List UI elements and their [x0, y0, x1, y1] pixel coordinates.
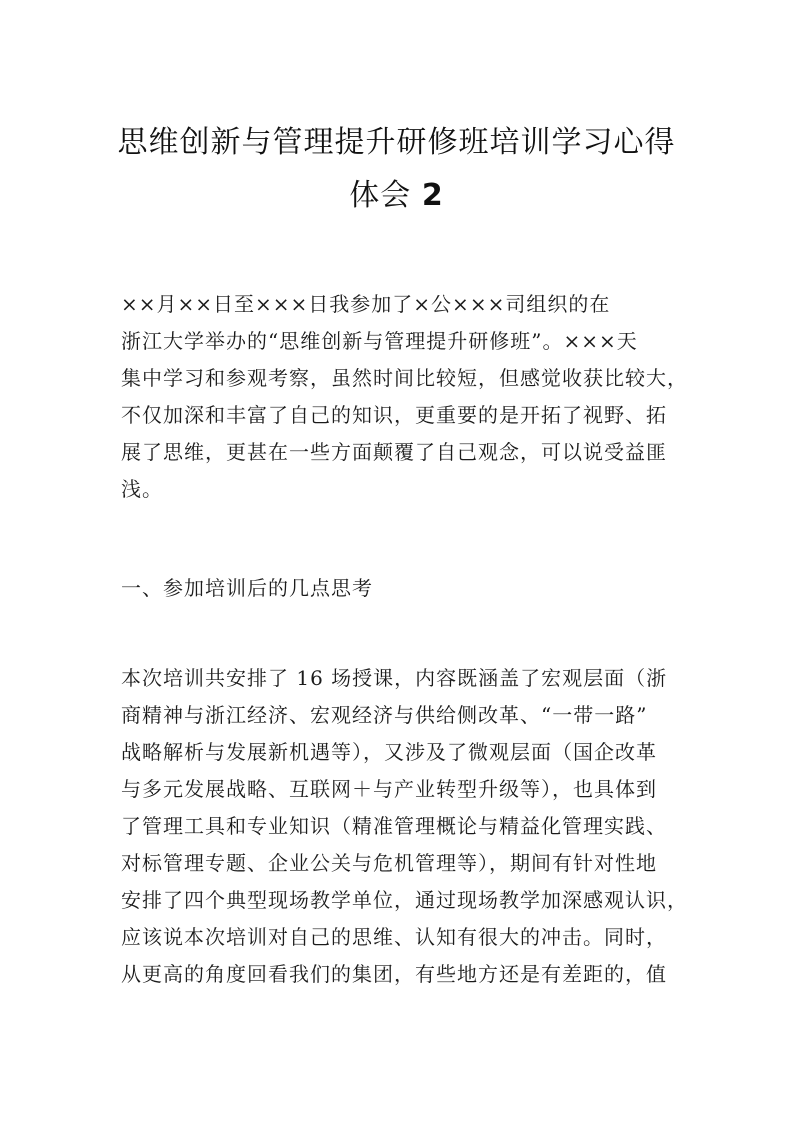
- paragraph-1-line-5: 展了思维，更甚在一些方面颠覆了自己观念，可以说受益匪: [121, 440, 667, 464]
- document-title-line-1: 思维创新与管理提升研修班培训学习心得: [117, 125, 676, 160]
- document-title-line-2: [0, 173, 793, 219]
- paragraph-2-line-9: 从更高的角度回看我们的集团，有些地方还是有差距的，值: [121, 962, 667, 986]
- paragraph-2-line-1: 本次培训共安排了 16 场授课，内容既涵盖了宏观层面（浙: [121, 666, 668, 690]
- paragraph-2-line-5: 了管理工具和专业知识（精准管理概论与精益化管理实践、: [121, 814, 667, 838]
- section-heading: 一、参加培训后的几点思考: [121, 576, 373, 600]
- paragraph-1-line-2: 浙江大学举办的“思维创新与管理提升研修班”。×××天: [121, 329, 638, 353]
- paragraph-2-line-2: 商精神与浙江经济、宏观经济与供给侧改革、“一带一路”: [121, 703, 648, 727]
- paragraph-2-line-7: 安排了四个典型现场教学单位，通过现场教学加深感观认识，: [121, 888, 688, 912]
- paragraph-2-line-8: 应该说本次培训对自己的思维、认知有很大的冲击。同时，: [121, 925, 667, 949]
- paragraph-2-line-3: 战略解析与发展新机遇等），又涉及了微观层面（国企改革: [121, 740, 657, 764]
- paragraph-1-line-4: 不仅加深和丰富了自己的知识，更重要的是开拓了视野、拓: [121, 403, 667, 427]
- paragraph-1-line-6: 浅。: [121, 477, 163, 501]
- paragraph-2-line-6: 对标管理专题、企业公关与危机管理等），期间有针对性地: [121, 851, 657, 875]
- paragraph-1-line-1: ××月××日至×××日我参加了×公×××司组织的在: [121, 292, 611, 316]
- paragraph-1-line-3: 集中学习和参观考察，虽然时间比较短，但感觉收获比较大，: [121, 366, 688, 390]
- document-title-number: 2: [421, 178, 444, 213]
- paragraph-2-line-4: 与多元发展战略、互联网＋与产业转型升级等），也具体到: [121, 777, 657, 801]
- document-title-text: 体会: [349, 178, 412, 213]
